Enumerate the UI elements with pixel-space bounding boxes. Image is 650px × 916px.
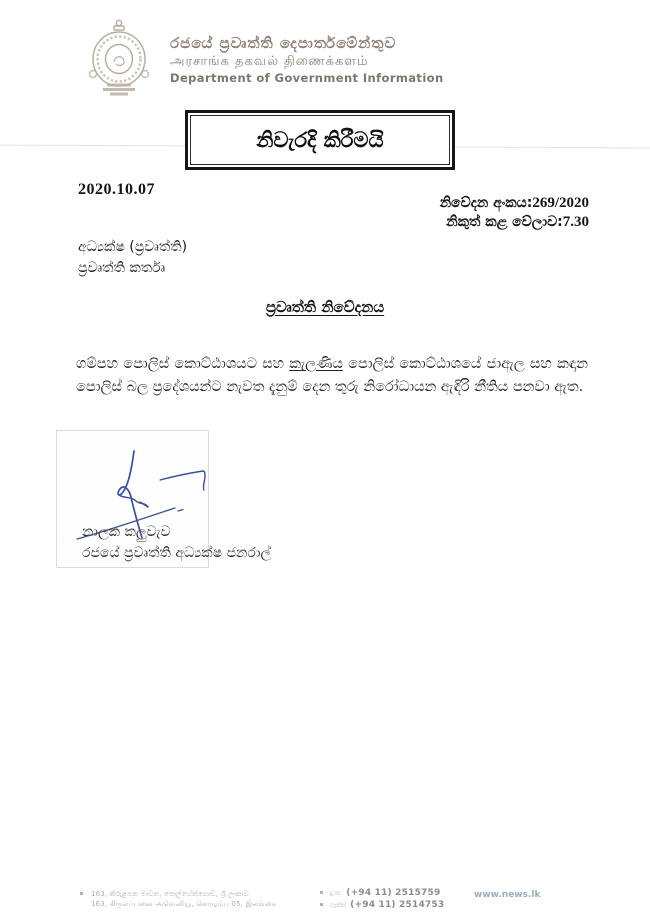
release-time-label: නිකුත් කළ වේලාව:: [446, 214, 563, 230]
notice-title-box: [185, 110, 455, 170]
footer-address: [91, 889, 276, 909]
phone-label: දු.ක.: [330, 889, 343, 897]
phone-bullet-icon: [320, 891, 323, 894]
footer-address-sinhala: 163, කිරුළපන මාවත, පොල්හේන්ගොඩ, ශ්‍රී ලංකාව: [91, 890, 249, 898]
fax-number: (+94 11) 2514753: [350, 900, 445, 910]
notice-title-box-inner: [190, 115, 450, 165]
body-text-part1: ගම්පහ පොලිස් කොට්ඨාශයට සහ: [76, 356, 290, 372]
footer-fax-row: [330, 899, 444, 911]
release-number-line: [440, 194, 589, 213]
body-text-underlined-word: කැලණිය: [289, 356, 343, 372]
signatory-title: රජයේ ප්‍රවෘත්ති අධ්‍යක්ෂ ජනරාල්: [82, 545, 272, 561]
document-date: 2020.10.07: [78, 181, 155, 198]
phone-number: (+94 11) 2515759: [346, 888, 441, 898]
release-number-label: නිවේදන අංකය:: [439, 195, 533, 211]
fax-label: ෆැක්ස්: [330, 901, 347, 909]
fax-bullet-icon: [320, 903, 323, 906]
footer-website: www.news.lk: [474, 890, 541, 900]
address-bullet-icon: [80, 892, 83, 895]
release-time-value: 7.30: [562, 214, 589, 230]
release-number-value: 269/2020: [532, 195, 589, 211]
release-time-line: [440, 213, 589, 232]
sri-lanka-emblem-icon: [85, 17, 153, 99]
notice-title: නිවැරදි කිරීමයි: [256, 127, 384, 152]
release-meta: [440, 194, 589, 232]
signatory-name: නාලක කලුවැව: [82, 524, 171, 540]
press-release-heading-row: [0, 297, 650, 316]
department-header: [170, 36, 444, 85]
press-release-heading: ප්‍රවෘත්ති නිවේදනය: [265, 298, 385, 316]
department-name-tamil: அரசாங்க தகவல் திணைக்களம்: [170, 54, 369, 69]
footer-phone-row: [330, 887, 444, 899]
addressee-line-2: ප්‍රවෘත්ති කර්තෘ: [78, 260, 166, 276]
footer-address-tamil: 163, கிருலப்பனை அவெனியூ, கொழும்பு 05, இலங்கை: [91, 900, 277, 908]
body-text-part2: පොලිස් කොට්ඨාශයේ ජාඇල සහ කඳාන පොලිස් බල ප්‍රදේශයන්ට නැවත දැනුම් දෙන තුරු නිරෝධායන ඇඳිරි නීතිය පනවා ඇත.: [76, 356, 588, 395]
footer-phones: [330, 887, 444, 911]
release-body-paragraph: [76, 353, 588, 399]
letterhead-footer: [0, 884, 650, 916]
department-name-sinhala: රජයේ ප්‍රවෘත්ති දෙපාර්තමේන්තුව: [170, 34, 397, 52]
addressee-line-1: අධ්‍යක්ෂ (ප්‍රවෘත්ති): [78, 239, 188, 255]
department-name-english: Department of Government Information: [170, 71, 444, 85]
addressee-block: [78, 237, 187, 279]
